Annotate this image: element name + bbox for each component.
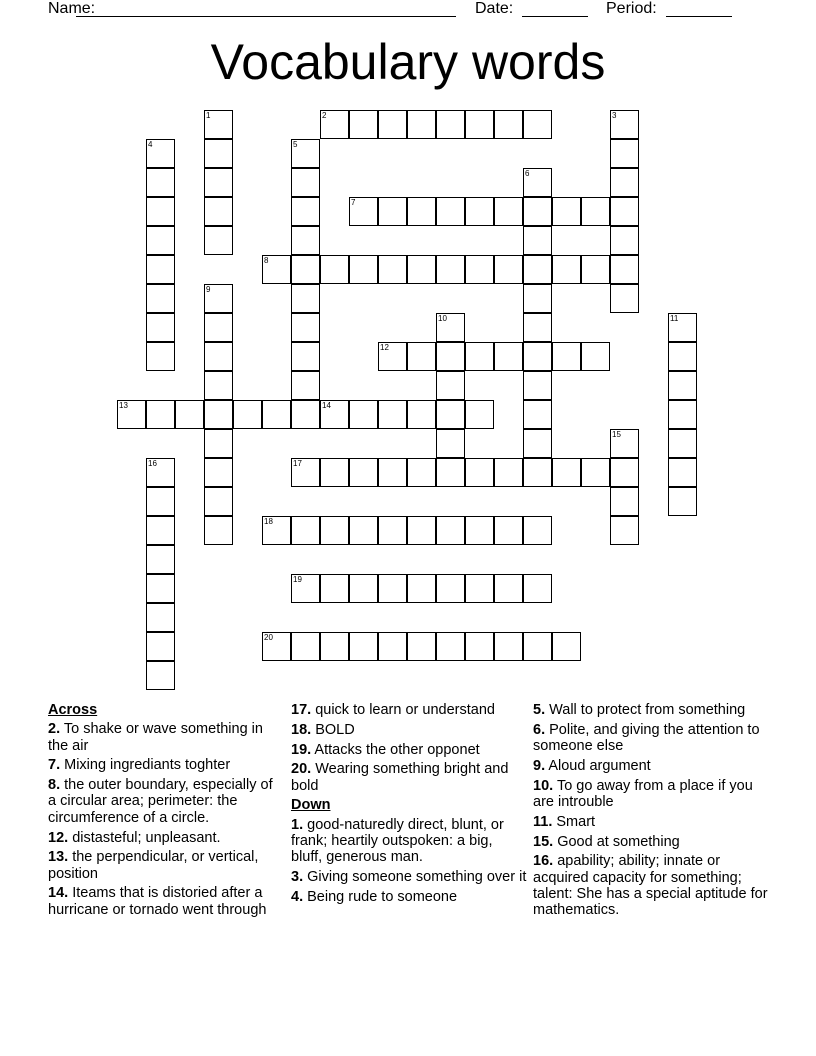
grid-cell[interactable] (146, 400, 175, 429)
grid-cell[interactable] (610, 458, 639, 487)
clue-number: 15 (612, 430, 621, 439)
across-clue (291, 742, 527, 758)
across-clue (48, 849, 284, 882)
grid-cell[interactable] (610, 226, 639, 255)
clue-number-label: 5. (533, 702, 546, 718)
clue-number-label: 8. (48, 777, 61, 794)
grid-cell[interactable] (407, 197, 436, 226)
grid-cell[interactable] (436, 574, 465, 603)
grid-cell[interactable] (523, 284, 552, 313)
down-clue (291, 817, 527, 866)
grid-cell[interactable] (349, 632, 378, 661)
grid-cell[interactable] (291, 197, 320, 226)
clue-number-label: 14. (48, 885, 69, 902)
clue-number-label: 3. (291, 869, 304, 886)
grid-cell[interactable] (494, 458, 523, 487)
grid-cell[interactable] (581, 197, 610, 226)
grid-cell[interactable] (407, 632, 436, 661)
grid-cell[interactable] (436, 371, 465, 400)
grid-cell[interactable] (523, 197, 552, 226)
across-clue (48, 830, 284, 846)
grid-cell[interactable] (494, 342, 523, 371)
clue-text: quick to learn or understand (315, 702, 495, 718)
clue-text: Mixing ingrediants toghter (64, 757, 231, 774)
across-heading: Across (48, 702, 98, 718)
grid-cell[interactable] (204, 139, 233, 168)
grid-cell[interactable] (668, 400, 697, 429)
grid-cell[interactable] (494, 632, 523, 661)
grid-cell[interactable] (523, 110, 552, 139)
across-clue (48, 757, 284, 773)
grid-cell[interactable] (320, 632, 349, 661)
clue-text: BOLD (315, 721, 355, 738)
grid-cell[interactable] (494, 574, 523, 603)
grid-cell[interactable] (436, 458, 465, 487)
grid-cell[interactable] (349, 110, 378, 139)
clue-number-label: 10. (533, 777, 554, 794)
grid-cell[interactable] (465, 342, 494, 371)
grid-cell[interactable] (291, 632, 320, 661)
clue-number: 14 (322, 401, 331, 410)
grid-cell[interactable] (610, 516, 639, 545)
grid-cell[interactable] (407, 110, 436, 139)
grid-cell[interactable] (204, 342, 233, 371)
grid-cell[interactable] (436, 342, 465, 371)
clue-number-label: 18. (291, 721, 312, 738)
grid-cell[interactable] (146, 226, 175, 255)
grid-cell[interactable] (291, 284, 320, 313)
down-clue (291, 869, 527, 885)
grid-cell[interactable] (146, 661, 175, 690)
grid-cell[interactable] (204, 226, 233, 255)
clue-number-label: 12. (48, 829, 69, 846)
clue-text: apability; ability; innate or acquired capacity for something; talent: She has a special aptitude for mathematics. (533, 853, 768, 919)
clue-number: 5 (293, 140, 298, 149)
grid-cell[interactable] (610, 284, 639, 313)
grid-cell[interactable] (465, 516, 494, 545)
grid-cell[interactable] (494, 197, 523, 226)
grid-cell[interactable] (146, 284, 175, 313)
grid-cell[interactable] (523, 255, 552, 284)
grid-cell[interactable] (291, 226, 320, 255)
grid-cell[interactable] (668, 458, 697, 487)
across-clue (48, 885, 284, 918)
grid-cell[interactable] (552, 458, 581, 487)
down-clue (533, 758, 769, 774)
grid-cell[interactable] (407, 400, 436, 429)
grid-cell[interactable] (581, 342, 610, 371)
clue-text: distasteful; unpleasant. (72, 829, 221, 846)
down-clue (533, 778, 769, 811)
grid-cell[interactable] (378, 110, 407, 139)
grid-cell[interactable] (407, 574, 436, 603)
clues-column-2 (291, 702, 527, 909)
grid-cell[interactable] (320, 458, 349, 487)
grid-cell[interactable] (204, 487, 233, 516)
clue-text: the outer boundary, especially of a circular area; perimeter: the circumference of a circle. (48, 777, 273, 826)
grid-cell[interactable] (465, 197, 494, 226)
grid-cell[interactable] (552, 342, 581, 371)
down-heading: Down (291, 797, 331, 814)
grid-cell[interactable] (494, 516, 523, 545)
grid-cell[interactable] (146, 574, 175, 603)
grid-cell[interactable] (436, 632, 465, 661)
grid-cell[interactable] (552, 197, 581, 226)
grid-cell[interactable] (494, 110, 523, 139)
clue-number: 10 (438, 314, 447, 323)
clue-number-label: 7. (48, 757, 61, 774)
down-clue (533, 702, 769, 718)
grid-cell[interactable] (291, 516, 320, 545)
clue-text: Iteams that is distoried after a hurricane or tornado went through (48, 885, 267, 918)
clue-text: Being rude to someone (307, 888, 458, 905)
grid-cell[interactable] (146, 603, 175, 632)
grid-cell[interactable] (668, 342, 697, 371)
grid-cell[interactable] (204, 371, 233, 400)
grid-cell[interactable] (146, 487, 175, 516)
grid-cell[interactable] (465, 632, 494, 661)
grid-cell[interactable] (436, 400, 465, 429)
grid-cell[interactable] (465, 574, 494, 603)
grid-cell[interactable] (320, 516, 349, 545)
grid-cell[interactable] (378, 255, 407, 284)
grid-cell[interactable] (581, 458, 610, 487)
clue-text: Polite, and giving the attention to someone else (533, 721, 760, 755)
grid-cell[interactable] (291, 342, 320, 371)
grid-cell[interactable] (204, 400, 233, 429)
grid-cell[interactable] (204, 429, 233, 458)
grid-cell[interactable] (581, 255, 610, 284)
grid-cell[interactable] (523, 226, 552, 255)
grid-cell[interactable] (146, 545, 175, 574)
clue-number-label: 19. (291, 741, 312, 758)
grid-cell[interactable] (378, 400, 407, 429)
grid-cell[interactable] (610, 255, 639, 284)
grid-cell[interactable] (262, 400, 291, 429)
clue-text: Aloud argument (548, 757, 651, 774)
across-clue (291, 761, 527, 794)
clue-number: 12 (380, 343, 389, 352)
clue-text: the perpendicular, or vertical, position (48, 849, 259, 882)
across-clue (48, 721, 284, 754)
clue-text: Good at something (557, 833, 680, 850)
down-clue (533, 814, 769, 830)
clue-text: To shake or wave something in the air (48, 721, 263, 754)
grid-cell[interactable] (523, 632, 552, 661)
grid-cell[interactable] (320, 574, 349, 603)
grid-cell[interactable] (407, 516, 436, 545)
grid-cell[interactable] (204, 458, 233, 487)
grid-cell[interactable] (378, 516, 407, 545)
clue-number: 6 (525, 169, 530, 178)
grid-cell[interactable] (407, 458, 436, 487)
clue-text: Giving someone something over it (307, 869, 527, 886)
page-title: Vocabulary words (210, 34, 606, 90)
date-label: Date: (475, 0, 514, 17)
clue-number-label: 20. (291, 761, 312, 778)
across-clue (291, 722, 527, 738)
clue-number-label: 2. (48, 721, 61, 738)
clue-number-label: 16. (533, 853, 554, 870)
grid-cell[interactable] (291, 168, 320, 197)
grid-cell[interactable] (436, 516, 465, 545)
grid-cell[interactable] (146, 516, 175, 545)
grid-cell[interactable] (610, 139, 639, 168)
grid-cell[interactable] (465, 255, 494, 284)
grid-cell[interactable] (552, 255, 581, 284)
clue-number: 18 (264, 517, 273, 526)
period-label: Period: (606, 0, 657, 17)
grid-cell[interactable] (552, 632, 581, 661)
clues-column-1 (48, 702, 284, 922)
clue-number: 16 (148, 459, 157, 468)
clue-number: 7 (351, 198, 356, 207)
grid-cell[interactable] (523, 313, 552, 342)
clue-number: 11 (670, 314, 679, 323)
grid-cell[interactable] (291, 400, 320, 429)
grid-cell[interactable] (436, 255, 465, 284)
clue-text: good-naturedly direct, blunt, or frank; heartily outspoken: a big, bluff, generous man. (291, 816, 504, 866)
down-clue (533, 722, 769, 755)
name-label: Name: (48, 0, 96, 17)
down-clue (533, 853, 769, 918)
grid-cell[interactable] (146, 197, 175, 226)
grid-cell[interactable] (378, 458, 407, 487)
grid-cell[interactable] (668, 429, 697, 458)
grid-cell[interactable] (465, 110, 494, 139)
grid-cell[interactable] (349, 516, 378, 545)
grid-cell[interactable] (668, 371, 697, 400)
grid-cell[interactable] (175, 400, 204, 429)
grid-cell[interactable] (349, 574, 378, 603)
grid-cell[interactable] (146, 632, 175, 661)
grid-cell[interactable] (204, 197, 233, 226)
clue-number: 3 (612, 111, 617, 120)
clue-number: 2 (322, 111, 327, 120)
clue-number: 17 (293, 459, 302, 468)
grid-cell[interactable] (146, 313, 175, 342)
clue-text: To go away from a place if you are introuble (533, 777, 753, 810)
grid-cell[interactable] (349, 400, 378, 429)
clue-number: 13 (119, 401, 128, 410)
grid-cell[interactable] (378, 632, 407, 661)
grid-cell[interactable] (204, 313, 233, 342)
grid-cell[interactable] (436, 197, 465, 226)
grid-cell[interactable] (668, 487, 697, 516)
grid-cell[interactable] (204, 168, 233, 197)
grid-cell[interactable] (523, 371, 552, 400)
clue-number: 9 (206, 285, 211, 294)
grid-cell[interactable] (610, 487, 639, 516)
across-clue (48, 777, 284, 826)
grid-cell[interactable] (523, 400, 552, 429)
clue-text: Attacks the other opponet (314, 741, 480, 758)
grid-cell[interactable] (146, 342, 175, 371)
grid-cell[interactable] (610, 168, 639, 197)
grid-cell[interactable] (291, 255, 320, 284)
down-clue (533, 834, 769, 850)
grid-cell[interactable] (523, 516, 552, 545)
grid-cell[interactable] (523, 574, 552, 603)
clue-number-label: 9. (533, 757, 546, 774)
clue-number-label: 6. (533, 721, 546, 738)
grid-cell[interactable] (320, 255, 349, 284)
grid-cell[interactable] (146, 168, 175, 197)
grid-cell[interactable] (378, 574, 407, 603)
clue-number-label: 11. (533, 813, 553, 830)
grid-cell[interactable] (407, 255, 436, 284)
across-clue (291, 702, 527, 718)
grid-cell[interactable] (349, 255, 378, 284)
clue-number-label: 15. (533, 833, 554, 850)
down-clue (291, 889, 527, 905)
grid-cell[interactable] (146, 255, 175, 284)
clue-number-label: 4. (291, 888, 304, 905)
grid-cell[interactable] (465, 400, 494, 429)
grid-cell[interactable] (610, 197, 639, 226)
grid-cell[interactable] (407, 342, 436, 371)
clue-number: 8 (264, 256, 269, 265)
clue-number-label: 13. (48, 849, 69, 866)
grid-cell[interactable] (436, 110, 465, 139)
clue-number-label: 1. (291, 816, 304, 833)
clue-number: 20 (264, 633, 273, 642)
clues-column-3 (533, 702, 769, 922)
grid-cell[interactable] (378, 197, 407, 226)
grid-cell[interactable] (523, 458, 552, 487)
clue-number: 4 (148, 140, 153, 149)
grid-cell[interactable] (291, 371, 320, 400)
clue-number-label: 17. (291, 702, 312, 718)
grid-cell[interactable] (494, 255, 523, 284)
clue-text: Smart (556, 813, 596, 830)
grid-cell[interactable] (465, 458, 494, 487)
clue-text: Wall to protect from something (549, 702, 746, 718)
grid-cell[interactable] (523, 342, 552, 371)
grid-cell[interactable] (291, 313, 320, 342)
grid-cell[interactable] (523, 429, 552, 458)
grid-cell[interactable] (349, 458, 378, 487)
grid-cell[interactable] (233, 400, 262, 429)
clue-number: 19 (293, 575, 302, 584)
clue-text: Wearing something bright and bold (291, 761, 509, 794)
clue-number: 1 (206, 111, 211, 120)
grid-cell[interactable] (204, 516, 233, 545)
grid-cell[interactable] (436, 429, 465, 458)
